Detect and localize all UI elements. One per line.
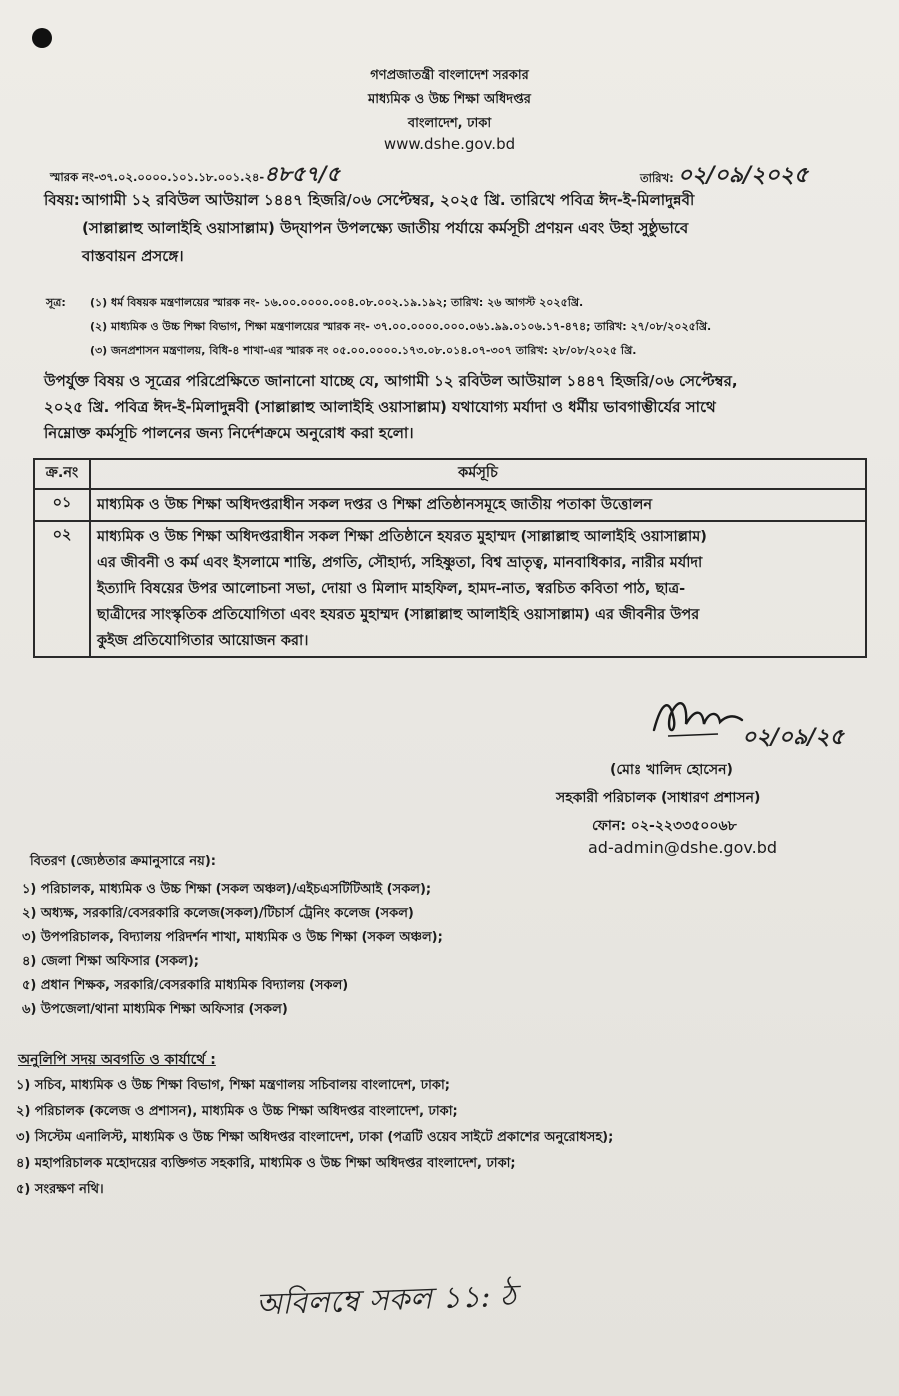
signature-scribble — [648, 690, 748, 746]
signatory-email: ad-admin@dshe.gov.bd — [588, 838, 777, 857]
subject-label: বিষয়: — [44, 191, 80, 209]
signature-handwritten-date: ০২/০৯/২৫ — [742, 724, 844, 750]
copy-item: ৩) সিস্টেম এনালিস্ট, মাধ্যমিক ও উচ্চ শিক্ষা অধিদপ্তর বাংলাদেশ, ঢাকা (পত্রটি ওয়েব সাইটে প্রকাশের অনুরোধসহ); — [16, 1130, 614, 1145]
signatory-designation: সহকারী পরিচালক (সাধারণ প্রশাসন) — [556, 790, 761, 806]
table-header-row — [34, 459, 866, 489]
sutra-item: (২) মাধ্যমিক ও উচ্চ শিক্ষা বিভাগ, শিক্ষা মন্ত্রণালয়ের স্মারক নং- ৩৭.০০.০০০০.০০০.০৬১.৯৯.০১০৬.১৭-৪৭৪; তারিখ: ২৭/০৮/২০২৫খ্রি. — [90, 320, 712, 333]
distribution-title: বিতরণ (জ্যেষ্ঠতার ক্রমানুসারে নয়): — [30, 854, 216, 869]
distribution-item: ২) অধ্যক্ষ, সরকারি/বেসরকারি কলেজ(সকল)/টিচার্স ট্রেনিং কলেজ (সকল) — [22, 906, 414, 921]
distribution-item: ৬) উপজেলা/থানা মাধ্যমিক শিক্ষা অফিসার (সকল) — [22, 1002, 288, 1017]
header-directorate: মাধ্যমিক ও উচ্চ শিক্ষা অধিদপ্তর — [368, 92, 531, 107]
table-row — [34, 489, 866, 521]
table-cell-line: ইত্যাদি বিষয়ের উপর আলোচনা সভা, দোয়া ও মিলাদ মাহফিল, হামদ-নাত, স্বরচিত কবিতা পাঠ, ছাত্র- — [97, 581, 686, 597]
sutra-label: সূত্র: — [46, 296, 66, 309]
body-line: নিম্নোক্ত কর্মসূচি পালনের জন্য নির্দেশক্রমে অনুরোধ করা হলো। — [44, 424, 414, 442]
memo-date-label: তারিখ: — [640, 171, 674, 185]
hole-punch-mark — [32, 28, 52, 48]
table-cell-serial: ০২ — [34, 521, 90, 657]
distribution-item: ১) পরিচালক, মাধ্যমিক ও উচ্চ শিক্ষা (সকল অঞ্চল)/এইচএসটিটিআই (সকল); — [22, 882, 432, 897]
body-line: উপর্যুক্ত বিষয় ও সূত্রের পরিপ্রেক্ষিতে জানানো যাচ্ছে যে, আগামী ১২ রবিউল আউয়াল ১৪৪৭ হিজরি/০৬ সেপ্টেম্বর, — [44, 372, 738, 390]
header-website: www.dshe.gov.bd — [383, 135, 516, 153]
header-govt: গণপ্রজাতন্ত্রী বাংলাদেশ সরকার — [370, 68, 529, 83]
copy-item: ৪) মহাপরিচালক মহোদয়ের ব্যক্তিগত সহকারি, মাধ্যমিক ও উচ্চ শিক্ষা অধিদপ্তর বাংলাদেশ, ঢাকা; — [16, 1156, 516, 1171]
table-cell-line: ছাত্রীদের সাংস্কৃতিক প্রতিযোগিতা এবং হযরত মুহাম্মদ (সাল্লাল্লাহু আলাইহি ওয়াসাল্লাম) এর জীবনীর উপর — [97, 607, 700, 623]
copy-title: অনুলিপি সদয় অবগতি ও কার্যার্থে : — [18, 1052, 216, 1068]
memo-label: স্মারক নং-৩৭.০২.০০০০.১০১.১৮.০০১.২৪- — [50, 170, 265, 184]
memo-handwritten-number: ৪৮৫৭/৫ — [264, 161, 341, 186]
table-cell-line: মাধ্যমিক ও উচ্চ শিক্ষা অধিদপ্তরাধীন সকল দপ্তর ও শিক্ষা প্রতিষ্ঠানসমূহে জাতীয় পতাকা উত্তোলন — [97, 497, 653, 513]
memo-handwritten-date: ০২/০৯/২০২৫ — [677, 162, 809, 188]
subject-line: আগামী ১২ রবিউল আউয়াল ১৪৪৭ হিজরি/০৬ সেপ্টেম্বর, ২০২৫ খ্রি. তারিখে পবিত্র ঈদ-ই-মিলাদুন্নবী — [82, 191, 695, 209]
table-cell-line: মাধ্যমিক ও উচ্চ শিক্ষা অধিদপ্তরাধীন সকল শিক্ষা প্রতিষ্ঠানে হযরত মুহাম্মদ (সাল্লাল্লাহু আলাইহি ওয়াসাল্লাম) — [97, 529, 707, 545]
table-cell-line: এর জীবনী ও কর্ম এবং ইসলামে শান্তি, প্রগতি, সৌহার্দ্য, সহিষ্ণুতা, বিশ্ব ভ্রাতৃত্ব, মানবাধিকার, নারীর মর্যাদা — [97, 555, 703, 571]
distribution-item: ৫) প্রধান শিক্ষক, সরকারি/বেসরকারি মাধ্যমিক বিদ্যালয় (সকল) — [22, 978, 349, 993]
table-header-programme: কর্মসূচি — [90, 459, 866, 489]
table-cell-programme — [90, 521, 866, 657]
table-header-serial: ক্র.নং — [34, 459, 90, 489]
signatory-name: (মোঃ খালিদ হোসেন) — [610, 762, 733, 778]
table-cell-line: কুইজ প্রতিযোগিতার আয়োজন করা। — [97, 633, 309, 649]
subject-block — [44, 186, 864, 265]
distribution-item: ৩) উপপরিচালক, বিদ্যালয় পরিদর্শন শাখা, মাধ্যমিক ও উচ্চ শিক্ষা (সকল অঞ্চল); — [22, 930, 443, 945]
header-location: বাংলাদেশ, ঢাকা — [407, 116, 492, 131]
handwritten-note: অবিলম্বে সকল ১১: ঠ — [255, 1278, 517, 1323]
sutra-item: (৩) জনপ্রশাসন মন্ত্রণালয়, বিধি-৪ শাখা-এর স্মারক নং ০৫.০০.০০০০.১৭৩.০৮.০১৪.০৭-৩০৭ তারিখ: ২৮/০৮/২০২৫ খ্রি. — [90, 344, 637, 357]
copy-item: ১) সচিব, মাধ্যমিক ও উচ্চ শিক্ষা বিভাগ, শিক্ষা মন্ত্রণালয় সচিবালয় বাংলাদেশ, ঢাকা; — [16, 1078, 450, 1093]
sutra-item: (১) ধর্ম বিষয়ক মন্ত্রণালয়ের স্মারক নং- ১৬.০০.০০০০.০০৪.০৮.০০২.১৯.১৯২; তারিখ: ২৬ আগস্ট ২০২৫খ্রি. — [90, 296, 584, 309]
distribution-item: ৪) জেলা শিক্ষা অফিসার (সকল); — [22, 954, 199, 969]
copy-item: ২) পরিচালক (কলেজ ও প্রশাসন), মাধ্যমিক ও উচ্চ শিক্ষা অধিদপ্তর বাংলাদেশ, ঢাকা; — [16, 1104, 458, 1119]
subject-line: (সাল্লাল্লাহু আলাইহি ওয়াসাল্লাম) উদ্‌যাপন উপলক্ষ্যে জাতীয় পর্যায়ে কর্মসূচী প্রণয়ন এবং উহা সুষ্ঠুভাবে — [82, 219, 689, 237]
programme-table — [33, 458, 867, 658]
body-line: ২০২৫ খ্রি. পবিত্র ঈদ-ই-মিলাদুন্নবী (সাল্লাল্লাহু আলাইহি ওয়াসাল্লাম) যথাযোগ্য মর্যাদা ও ধর্মীয় ভাবগাম্ভীর্যের সাথে — [44, 398, 716, 416]
subject-line: বাস্তবায়ন প্রসঙ্গে। — [82, 247, 184, 265]
body-paragraph — [44, 368, 864, 446]
table-cell-programme — [90, 489, 866, 521]
table-row — [34, 521, 866, 657]
copy-item: ৫) সংরক্ষণ নথি। — [16, 1182, 104, 1197]
signatory-phone: ফোন: ০২-২২৩৩৫০০৬৮ — [592, 818, 737, 834]
table-cell-serial: ০১ — [34, 489, 90, 521]
